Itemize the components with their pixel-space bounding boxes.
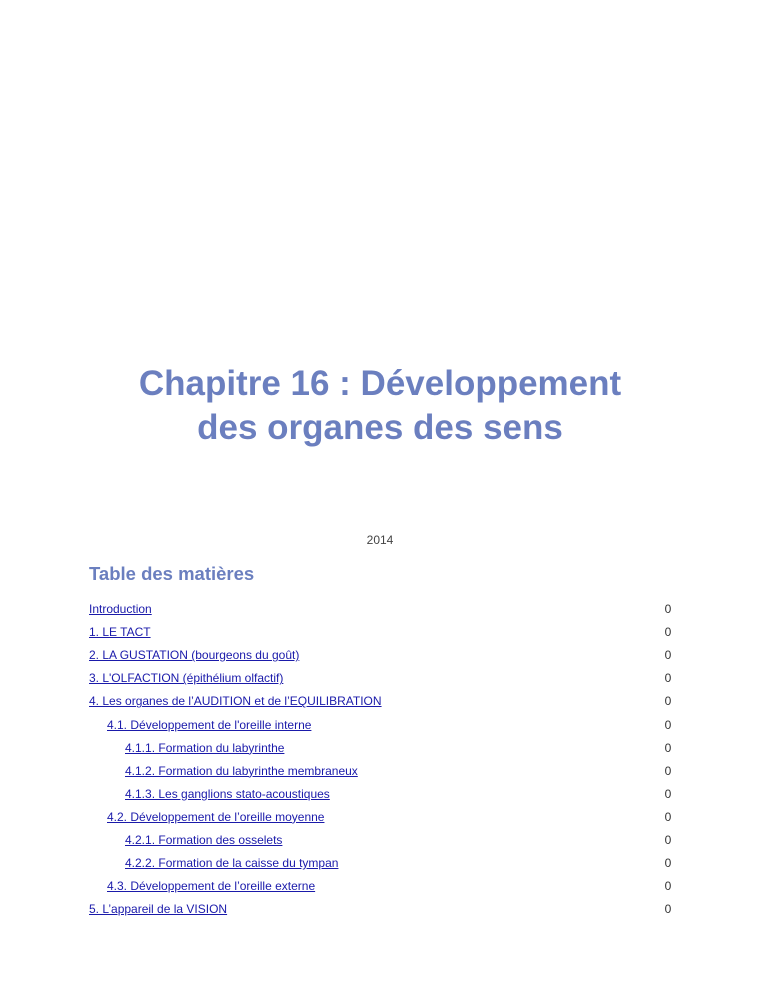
toc-entry [0, 877, 760, 895]
toc-link[interactable]: 4.2.1. Formation des osselets [125, 833, 283, 847]
toc-page-number: 0 [664, 671, 672, 686]
toc-entry [0, 739, 760, 757]
toc-entry [0, 900, 760, 918]
toc-page-number: 0 [664, 602, 672, 616]
toc-page-number: 0 [664, 856, 672, 871]
toc-link[interactable]: 4. Les organes de l’AUDITION et de l’EQUILIBRATION [89, 694, 382, 709]
toc-entry [0, 785, 760, 803]
toc-entry [0, 669, 760, 687]
title-line-1: Chapitre 16 : Développement [138, 364, 622, 403]
toc-entry [0, 646, 760, 664]
toc-link[interactable]: 1. LE TACT [89, 625, 151, 640]
toc-entry [0, 692, 760, 710]
toc-link[interactable]: 4.3. Développement de l’oreille externe [107, 879, 316, 894]
toc-link[interactable]: 3. L'OLFACTION (épithélium olfactif) [89, 671, 284, 686]
toc-link[interactable]: 4.1.2. Formation du labyrinthe membraneux [125, 763, 358, 778]
toc-page-number: 0 [664, 786, 672, 801]
toc-entry [0, 623, 760, 641]
title-line-2: des organes des sens [197, 408, 563, 447]
toc-entry [0, 808, 760, 826]
toc-link[interactable]: Introduction [89, 602, 152, 616]
toc-link[interactable]: 4.2. Développement de l’oreille moyenne [107, 809, 325, 824]
toc-link[interactable]: 4.1.3. Les ganglions stato-acoustiques [125, 786, 330, 801]
toc-entry [0, 831, 760, 849]
toc-page-number: 0 [664, 648, 672, 663]
toc-link[interactable]: 4.1. Développement de l'oreille interne [107, 717, 312, 732]
toc-link[interactable]: 5. L’appareil de la VISION [89, 902, 228, 917]
toc-page-number: 0 [664, 694, 672, 709]
toc-page-number: 0 [664, 740, 672, 755]
toc-page-number: 0 [664, 717, 672, 732]
toc-page-number: 0 [664, 833, 672, 847]
toc-entry [0, 854, 760, 872]
toc-entry [0, 600, 760, 618]
toc-link[interactable]: 2. LA GUSTATION (bourgeons du goût) [89, 648, 300, 663]
document-title [0, 362, 760, 450]
toc-link[interactable]: 4.2.2. Formation de la caisse du tympan [125, 856, 339, 871]
toc-link[interactable]: 4.1.1. Formation du labyrinthe [125, 740, 285, 755]
toc-page-number: 0 [664, 763, 672, 778]
toc-page-number: 0 [664, 809, 672, 824]
toc-page-number: 0 [664, 625, 672, 640]
toc-heading: Table des matières [89, 563, 255, 584]
toc-page-number: 0 [664, 879, 672, 894]
toc-entry [0, 762, 760, 780]
toc-entry [0, 716, 760, 734]
toc-page-number: 0 [664, 902, 672, 917]
document-year: 2014 [366, 533, 394, 547]
